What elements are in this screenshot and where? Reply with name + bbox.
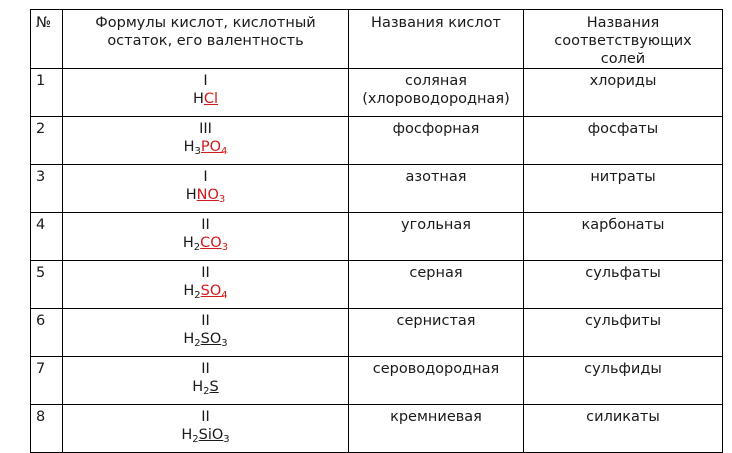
acid-name-cell <box>349 165 524 213</box>
header-salts-line1: Названия соответствующих <box>554 15 692 49</box>
table-row <box>31 261 723 309</box>
hydrogen-index: 2 <box>193 242 201 253</box>
valence: III <box>199 121 212 137</box>
acid-residue <box>201 331 228 347</box>
hydrogen: H <box>183 139 195 155</box>
table-row <box>31 309 723 357</box>
header-formula-line2: остаток, его валентность <box>107 33 304 49</box>
table-row <box>31 69 723 117</box>
acid-name-cell <box>349 261 524 309</box>
acid-residue-index: 4 <box>221 146 228 157</box>
row-number: 3 <box>31 165 63 213</box>
header-salts-line2: солей <box>600 51 646 67</box>
row-number: 1 <box>31 69 63 117</box>
formula-cell <box>63 405 349 453</box>
hydrogen-index: 2 <box>203 386 210 397</box>
formula-cell <box>63 165 349 213</box>
acid-name: кремниевая <box>390 409 482 425</box>
acid-residue-index: 4 <box>221 290 228 301</box>
formula-cell <box>63 261 349 309</box>
hydrogen-index: 3 <box>194 146 201 157</box>
acid-residue-symbol: SO <box>200 283 222 299</box>
acid-residue <box>199 427 230 443</box>
acid-formula <box>63 426 348 446</box>
acid-formula <box>63 90 348 110</box>
acid-residue-symbol: PO <box>200 139 222 155</box>
table-row <box>31 213 723 261</box>
valence: II <box>201 313 210 329</box>
acid-name: фосфорная <box>392 121 480 137</box>
formula-cell <box>63 117 349 165</box>
salt-name-cell: сульфаты <box>524 261 723 309</box>
row-number: 7 <box>31 357 63 405</box>
valence: II <box>201 361 210 377</box>
acid-formula <box>63 378 348 398</box>
acid-residue <box>200 235 228 251</box>
acid-formula <box>63 234 348 254</box>
acid-name: соляная <box>405 73 467 89</box>
valence: I <box>203 169 208 185</box>
acid-residue-symbol: Cl <box>203 91 219 107</box>
valence: II <box>201 265 210 281</box>
salt-name-cell: нитраты <box>524 165 723 213</box>
acid-name: сернистая <box>396 313 476 329</box>
hydrogen: H <box>192 379 204 395</box>
salt-name-cell: карбонаты <box>524 213 723 261</box>
hydrogen-index: 2 <box>194 290 201 301</box>
acid-name-cell <box>349 309 524 357</box>
hydrogen: H <box>185 187 197 203</box>
hydrogen-index: 2 <box>192 434 199 445</box>
acid-formula <box>63 282 348 302</box>
salt-name-cell: хлориды <box>524 69 723 117</box>
row-number: 2 <box>31 117 63 165</box>
salt-name-cell: сульфиты <box>524 309 723 357</box>
header-salts <box>524 10 723 69</box>
header-num: № <box>31 10 63 69</box>
acid-name-cell <box>349 405 524 453</box>
acid-formula <box>63 138 348 158</box>
acid-residue-index: 3 <box>218 194 226 205</box>
table-row <box>31 357 723 405</box>
acid-residue <box>210 379 219 395</box>
table-row <box>31 165 723 213</box>
acid-name-cell <box>349 117 524 165</box>
row-number: 8 <box>31 405 63 453</box>
acids-table <box>30 9 723 453</box>
acid-formula <box>63 186 348 206</box>
acid-name: азотная <box>405 169 467 185</box>
acid-formula <box>63 330 348 350</box>
hydrogen: H <box>181 427 193 443</box>
acid-residue-symbol: SO <box>200 331 222 347</box>
acid-name: серная <box>409 265 463 281</box>
salt-name-cell: силикаты <box>524 405 723 453</box>
acid-residue-symbol: SiO <box>198 427 224 443</box>
formula-cell <box>63 309 349 357</box>
row-number: 4 <box>31 213 63 261</box>
header-acid-names: Названия кислот <box>349 10 524 69</box>
acid-name-cell <box>349 357 524 405</box>
acid-name: сероводородная <box>372 361 500 377</box>
acid-residue-index: 3 <box>221 242 229 253</box>
acid-residue-symbol: NO <box>196 187 219 203</box>
row-number: 5 <box>31 261 63 309</box>
acid-name: угольная <box>401 217 471 233</box>
formula-cell <box>63 69 349 117</box>
hydrogen: H <box>182 235 194 251</box>
acid-name-alt: (хлороводородная) <box>362 91 510 107</box>
acid-residue <box>197 187 226 203</box>
header-formula <box>63 10 349 69</box>
valence: I <box>203 73 208 89</box>
header-formula-line1: Формулы кислот, кислотный <box>95 15 316 31</box>
header-row <box>31 10 723 69</box>
hydrogen-index: 2 <box>194 338 201 349</box>
hydrogen: H <box>192 91 204 107</box>
hydrogen: H <box>183 283 195 299</box>
acid-residue <box>201 283 228 299</box>
acid-name-cell <box>349 69 524 117</box>
hydrogen: H <box>183 331 195 347</box>
table-row <box>31 117 723 165</box>
acid-residue-symbol: S <box>209 379 219 395</box>
acid-residue <box>204 91 218 107</box>
acid-residue-symbol: CO <box>200 235 222 251</box>
acid-name-cell <box>349 213 524 261</box>
acid-residue <box>201 139 228 155</box>
salt-name-cell: сульфиды <box>524 357 723 405</box>
acid-residue-index: 3 <box>221 338 228 349</box>
acid-residue-index: 3 <box>223 434 230 445</box>
row-number: 6 <box>31 309 63 357</box>
valence: II <box>201 217 210 233</box>
valence: II <box>201 409 210 425</box>
formula-cell <box>63 357 349 405</box>
salt-name-cell: фосфаты <box>524 117 723 165</box>
formula-cell <box>63 213 349 261</box>
table-row <box>31 405 723 453</box>
